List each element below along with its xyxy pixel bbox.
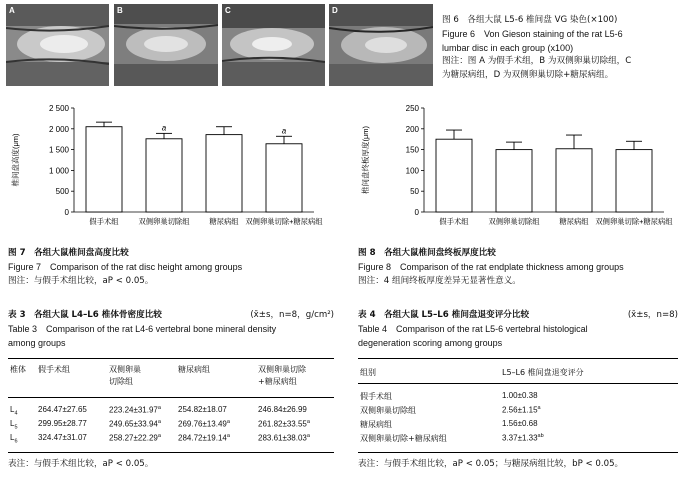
y-axis-label: 椎间盘高度(μm) [11,133,20,187]
figure7-title-cn: 图 7 各组大鼠椎间盘高度比较 [8,248,129,258]
figure7-title-en: Figure 7 Comparison of the rat disc height among groups [8,261,243,272]
table4-top-rule [358,358,678,359]
y-tick-label: 200 [405,124,419,134]
table4-bottom-rule [358,452,678,453]
table3-title-en-2: among groups [8,338,66,348]
table3-title [8,308,334,350]
table3-cell-r3-c1: $L_6$ [10,433,18,445]
table3-cell-r2-c2: 299.95±28.77 [38,419,87,428]
histology-image-c [222,4,325,86]
figure6-caption [442,14,631,83]
table3-cell-r1-c4: 254.82±18.07 [178,405,227,414]
table4-mid-rule [358,383,678,384]
table3-header-col2: 双侧卵巢 切除组 [109,365,141,386]
bar-4 [616,150,652,212]
bar-4 [266,144,302,212]
panel-label-a: A [9,6,15,15]
bar-3 [556,149,592,212]
bar-3 [206,135,242,212]
y-tick-label: 100 [405,166,419,176]
histology-panel-b [114,4,218,86]
figure6-title-en-1: Figure 6 Von Gieson staining of the rat L5-6 [442,28,623,39]
bar-2 [496,150,532,212]
y-tick-label: 2 500 [48,104,69,113]
y-tick-label: 150 [405,145,419,155]
table3-cell-r2-c1: $L_5$ [10,419,18,431]
significance-mark-2: a [161,123,167,133]
significance-mark-4: a [281,126,287,136]
histology-panel-c [222,4,325,86]
table4-cell-r2-c2: 2.56±1.15$^a$ [502,405,541,415]
table4-note [358,458,623,472]
table3-title-cn: 表 3 各组大鼠 L4–L6 椎体骨密度比较 [8,310,162,320]
figure6-title-en-2: lumbar disc in each group (x100) [442,42,574,53]
table4-note-text: 表注：与假手术组比较，aP < 0.05；与糖尿病组比较，bP < 0.05。 [358,459,624,469]
table4-cell-r3-c2: 1.56±0.68 [502,419,538,428]
panel-label-b: B [117,6,123,15]
table3-cell-r3-c5: 283.61±38.03$^a$ [258,433,310,443]
histology-image-a [6,4,109,86]
y-tick-label: 1 000 [48,166,69,176]
x-tick-label-4: 双侧卵巢切除+糖尿病组 [595,217,673,226]
table4-header-col0: 组别 [360,368,376,377]
x-tick-label-1: 假手术组 [439,217,469,226]
figure8-title-en: Figure 8 Comparison of the rat endplate thickness among groups [358,261,624,272]
y-tick-label: 50 [410,187,419,197]
y-tick-label: 0 [414,208,419,217]
table3-header-col4: 双侧卵巢切除 +糖尿病组 [258,365,306,386]
y-axis-label: 椎间盘终板厚度(μm) [361,125,370,195]
y-tick-label: 250 [405,104,419,113]
table3-cell-r1-c2: 264.47±27.65 [38,405,87,414]
y-tick-label: 0 [64,208,69,217]
x-tick-label-1: 假手术组 [89,217,119,226]
table3-cell-r2-c5: 261.82±33.55$^a$ [258,419,310,429]
table3-cell-r3-c4: 284.72±19.14$^a$ [178,433,230,443]
figure8-caption [358,247,624,288]
table4-header-col1: L5–L6 椎间盘退变评分 [502,368,584,377]
table3-cell-r1-c3: 223.24±31.97$^a$ [109,405,161,415]
table4-title-cn: 表 4 各组大鼠 L5–L6 椎间盘退变评分比较 [358,310,530,320]
table3-header-col3: 糖尿病组 [178,365,210,374]
table4-cell-r1-c2: 1.00±0.38 [502,391,538,400]
figure6-title-cn: 图 6 各组大鼠 L5-6 椎间盘 VG 染色(×100) [442,15,618,25]
panel-label-d: D [332,6,338,15]
table3-cell-r2-c3: 249.65±33.94$^a$ [109,419,161,429]
panel-label-c: C [225,6,231,15]
table4-cell-r1-c1: 假手术组 [360,392,392,401]
table4-title [358,308,678,350]
bar-2 [146,139,182,212]
table3-cell-r3-c3: 258.27±22.29$^a$ [109,433,161,443]
table3-note [8,458,153,472]
table3-title-en-1: Table 3 Comparison of the rat L4-6 vertebral bone mineral density [8,324,277,334]
table4-cell-r4-c1: 双侧卵巢切除+糖尿病组 [360,434,447,443]
table3-cell-r2-c4: 269.76±13.49$^a$ [178,419,230,429]
table4-title-en-2: degeneration scoring among groups [358,338,503,348]
y-tick-label: 2 000 [48,124,69,134]
figure6-note-1: 图注：图 A 为假手术组，B 为双侧卵巢切除组，C [442,56,632,67]
table4-stat: (x̄±s，n=8) [627,310,678,320]
figure8-title-cn: 图 8 各组大鼠椎间盘终板厚度比较 [358,248,496,258]
x-tick-label-3: 糖尿病组 [209,217,239,226]
table4-title-en-1: Table 4 Comparison of the rat L5-6 vertebral histological [358,324,588,334]
x-tick-label-2: 双侧卵巢切除组 [138,217,190,226]
y-tick-label: 500 [55,187,69,197]
table3-header-col0: 椎体 [10,365,26,374]
histology-panel-a [6,4,109,86]
figure7-note: 图注：与假手术组比较，aP < 0.05。 [8,275,154,286]
table4-cell-r2-c1: 双侧卵巢切除组 [360,406,416,415]
table3-bottom-rule [8,452,334,453]
table3-note-text: 表注：与假手术组比较，aP < 0.05。 [8,459,154,469]
y-tick-label: 1 500 [48,145,69,155]
figure7-caption [8,247,242,288]
table3-stat: (x̄±s，n=8，g/cm²) [250,310,334,320]
table3-cell-r3-c2: 324.47±31.07 [38,433,87,442]
table3-top-rule [8,358,334,359]
x-tick-label-2: 双侧卵巢切除组 [488,217,540,226]
bar-1 [436,139,472,212]
figure6-note-2: 为糖尿病组，D 为双侧卵巢切除+糖尿病组。 [442,70,614,81]
x-tick-label-3: 糖尿病组 [559,217,589,226]
histology-panel-d [329,4,433,86]
bar-1 [86,127,122,212]
endplate-thickness-chart [354,100,684,240]
table3-mid-rule [8,397,334,398]
table3-cell-r1-c1: $L_4$ [10,405,18,417]
table3-cell-r1-c5: 246.84±26.99 [258,405,307,414]
histology-image-d [329,4,433,86]
table4-cell-r4-c2: 3.37±1.33$^{ab}$ [502,433,544,443]
disc-height-chart [4,100,334,240]
table3-header-col1: 假手术组 [38,365,70,374]
histology-image-b [114,4,218,86]
x-tick-label-4: 双侧卵巢切除+糖尿病组 [245,217,323,226]
table4-cell-r3-c1: 糖尿病组 [360,420,392,429]
figure8-note: 图注：4 组间终板厚度差异无显著性意义。 [358,275,521,286]
